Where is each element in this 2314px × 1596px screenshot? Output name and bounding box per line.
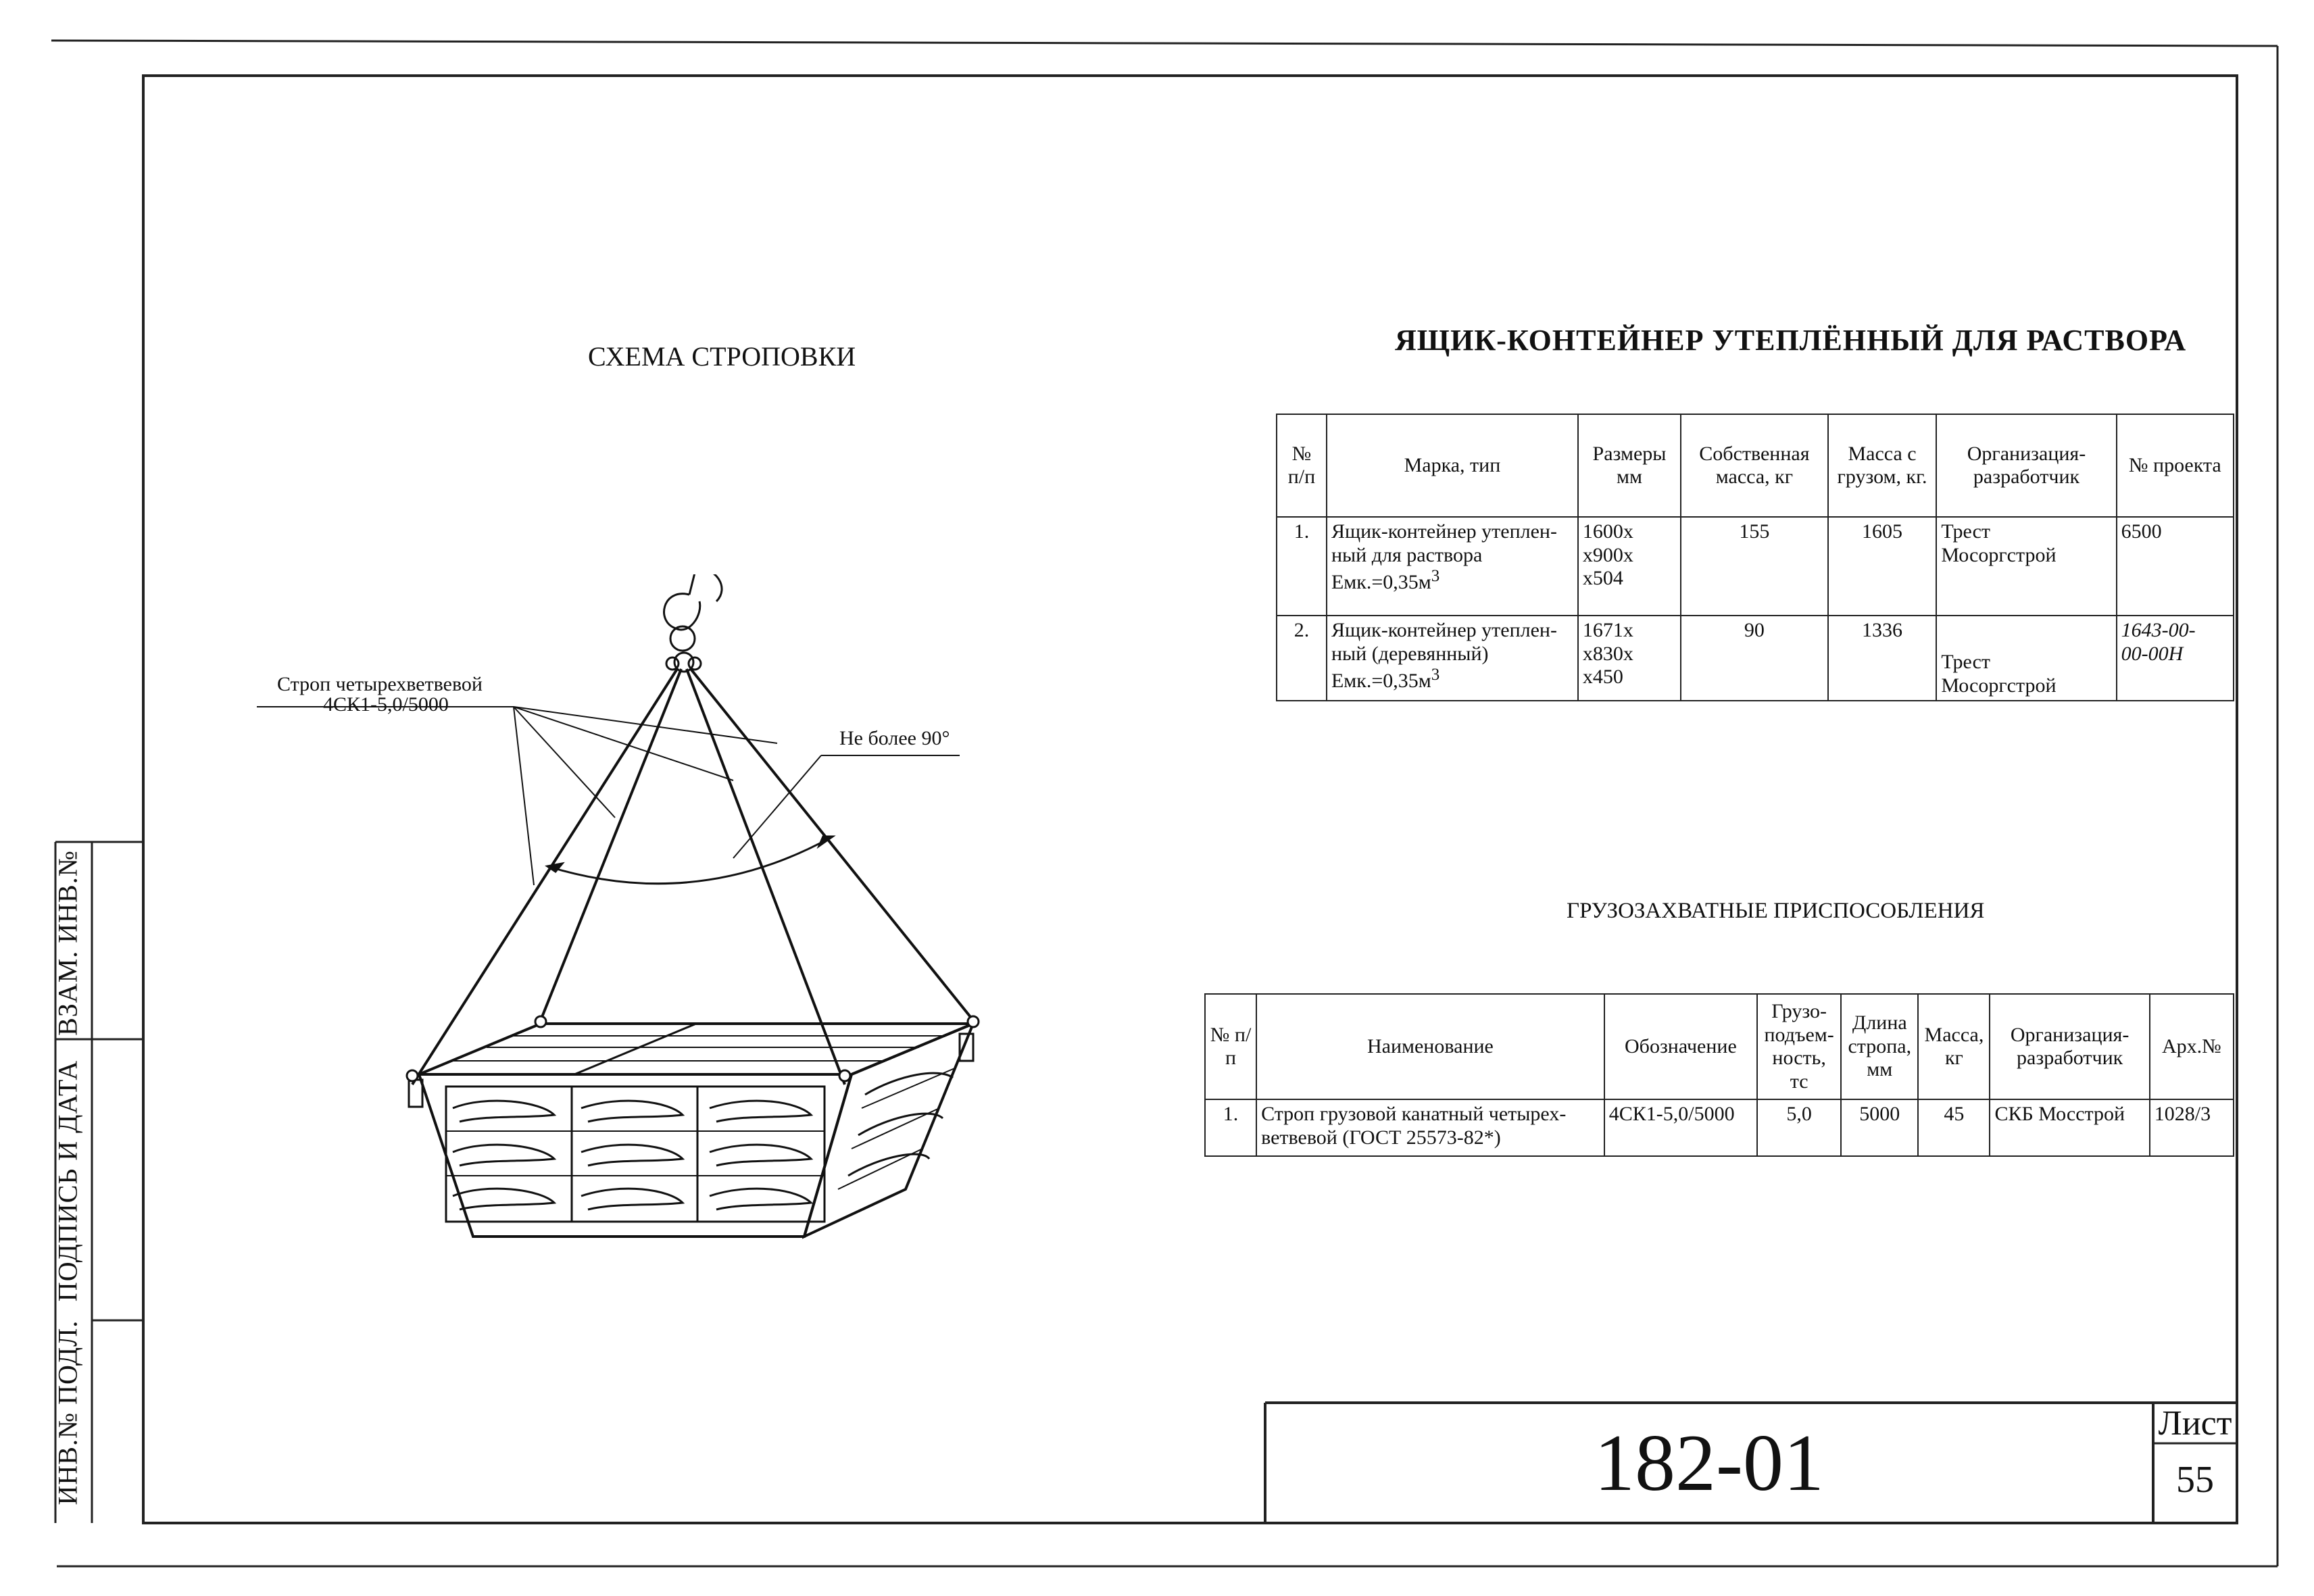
row-num: 1. xyxy=(1277,517,1327,616)
table-row xyxy=(1277,616,2234,701)
header-mass: Масса, кг xyxy=(1918,994,1990,1099)
table-row xyxy=(1205,1099,2234,1156)
row-name: Строп грузовой канатный четырех- ветвевой (ГОСТ 25573-82*) xyxy=(1256,1099,1604,1156)
row-name: Ящик-контейнер утеплен- ный для раствора $Емк.=0,35м^3$ xyxy=(1327,517,1578,616)
side-stamp-inv-sub: ИНВ.№ ПОДЛ. xyxy=(52,1320,83,1505)
row-designation: 4СК1-5,0/5000 xyxy=(1604,1099,1757,1156)
row-name: Ящик-контейнер утеплен- ный (деревянный) $Емк.=0,35м^3$ xyxy=(1327,616,1578,701)
row-own-mass: 155 xyxy=(1681,517,1828,616)
header-length: Длина стропа, мм xyxy=(1841,994,1918,1099)
table-row xyxy=(1277,517,2234,616)
sheet-label: Лист xyxy=(2158,1404,2232,1443)
header-name: Наименование xyxy=(1256,994,1604,1099)
lifting-table xyxy=(1204,993,2234,1157)
row-arch: 1028/3 xyxy=(2150,1099,2234,1156)
row-org: СКБ Мосстрой xyxy=(1990,1099,2149,1156)
angle-label: Не более 90° xyxy=(839,727,950,749)
header-project: № проекта xyxy=(2117,414,2234,517)
row-project: 1643-00- 00-00Н xyxy=(2117,616,2234,701)
row-load-mass: 1605 xyxy=(1828,517,1937,616)
row-num: 2. xyxy=(1277,616,1327,701)
row-length: 5000 xyxy=(1841,1099,1918,1156)
header-size: Размеры мм xyxy=(1578,414,1681,517)
header-own-mass: Собственная масса, кг xyxy=(1681,414,1828,517)
container-table xyxy=(1276,414,2234,701)
sheet-number: 55 xyxy=(2176,1459,2214,1501)
row-num: 1. xyxy=(1205,1099,1256,1156)
side-stamp-replace-inv: ВЗАМ. ИНВ.№ xyxy=(52,850,83,1036)
row-org: Трест Мосоргстрой xyxy=(1936,517,2116,616)
row-project: 6500 xyxy=(2117,517,2234,616)
header-capacity: Грузо-подъем-ность, тс xyxy=(1757,994,1841,1099)
row-org: Трест Мосоргстрой xyxy=(1936,616,2116,701)
lifting-devices-title: ГРУЗОЗАХВАТНЫЕ ПРИСПОСОБЛЕНИЯ xyxy=(1567,899,1985,923)
header-num: № п/п xyxy=(1277,414,1327,517)
sling-label-line2: 4СК1-5,0/5000 xyxy=(323,693,449,716)
side-stamp-sign-date: ПОДПИСЬ И ДАТА xyxy=(52,1059,83,1302)
header-designation: Обозначение xyxy=(1604,994,1757,1099)
drawing-number: 182-01 xyxy=(1594,1418,1824,1507)
header-mark: Марка, тип xyxy=(1327,414,1578,517)
header-num: № п/п xyxy=(1205,994,1256,1099)
header-load-mass: Масса с грузом, кг. xyxy=(1828,414,1937,517)
table-header-row xyxy=(1277,414,2234,517)
sling-scheme-title: СХЕМА СТРОПОВКИ xyxy=(588,341,856,372)
header-org: Организация-разработчик xyxy=(1990,994,2149,1099)
header-arch: Арх.№ xyxy=(2150,994,2234,1099)
header-org: Организация-разработчик xyxy=(1936,414,2116,517)
table-header-row xyxy=(1205,994,2234,1099)
row-size: 1671х х830х х450 xyxy=(1578,616,1681,701)
sling-label-line1: Строп четырехветвевой xyxy=(277,673,483,695)
row-mass: 45 xyxy=(1918,1099,1990,1156)
main-title: ЯЩИК-КОНТЕЙНЕР УТЕПЛЁННЫЙ ДЛЯ РАСТВОРА xyxy=(1395,324,2187,357)
row-load-mass: 1336 xyxy=(1828,616,1937,701)
hook-icon xyxy=(664,594,700,630)
row-size: 1600х х900х х504 xyxy=(1578,517,1681,616)
row-own-mass: 90 xyxy=(1681,616,1828,701)
row-capacity: 5,0 xyxy=(1757,1099,1841,1156)
